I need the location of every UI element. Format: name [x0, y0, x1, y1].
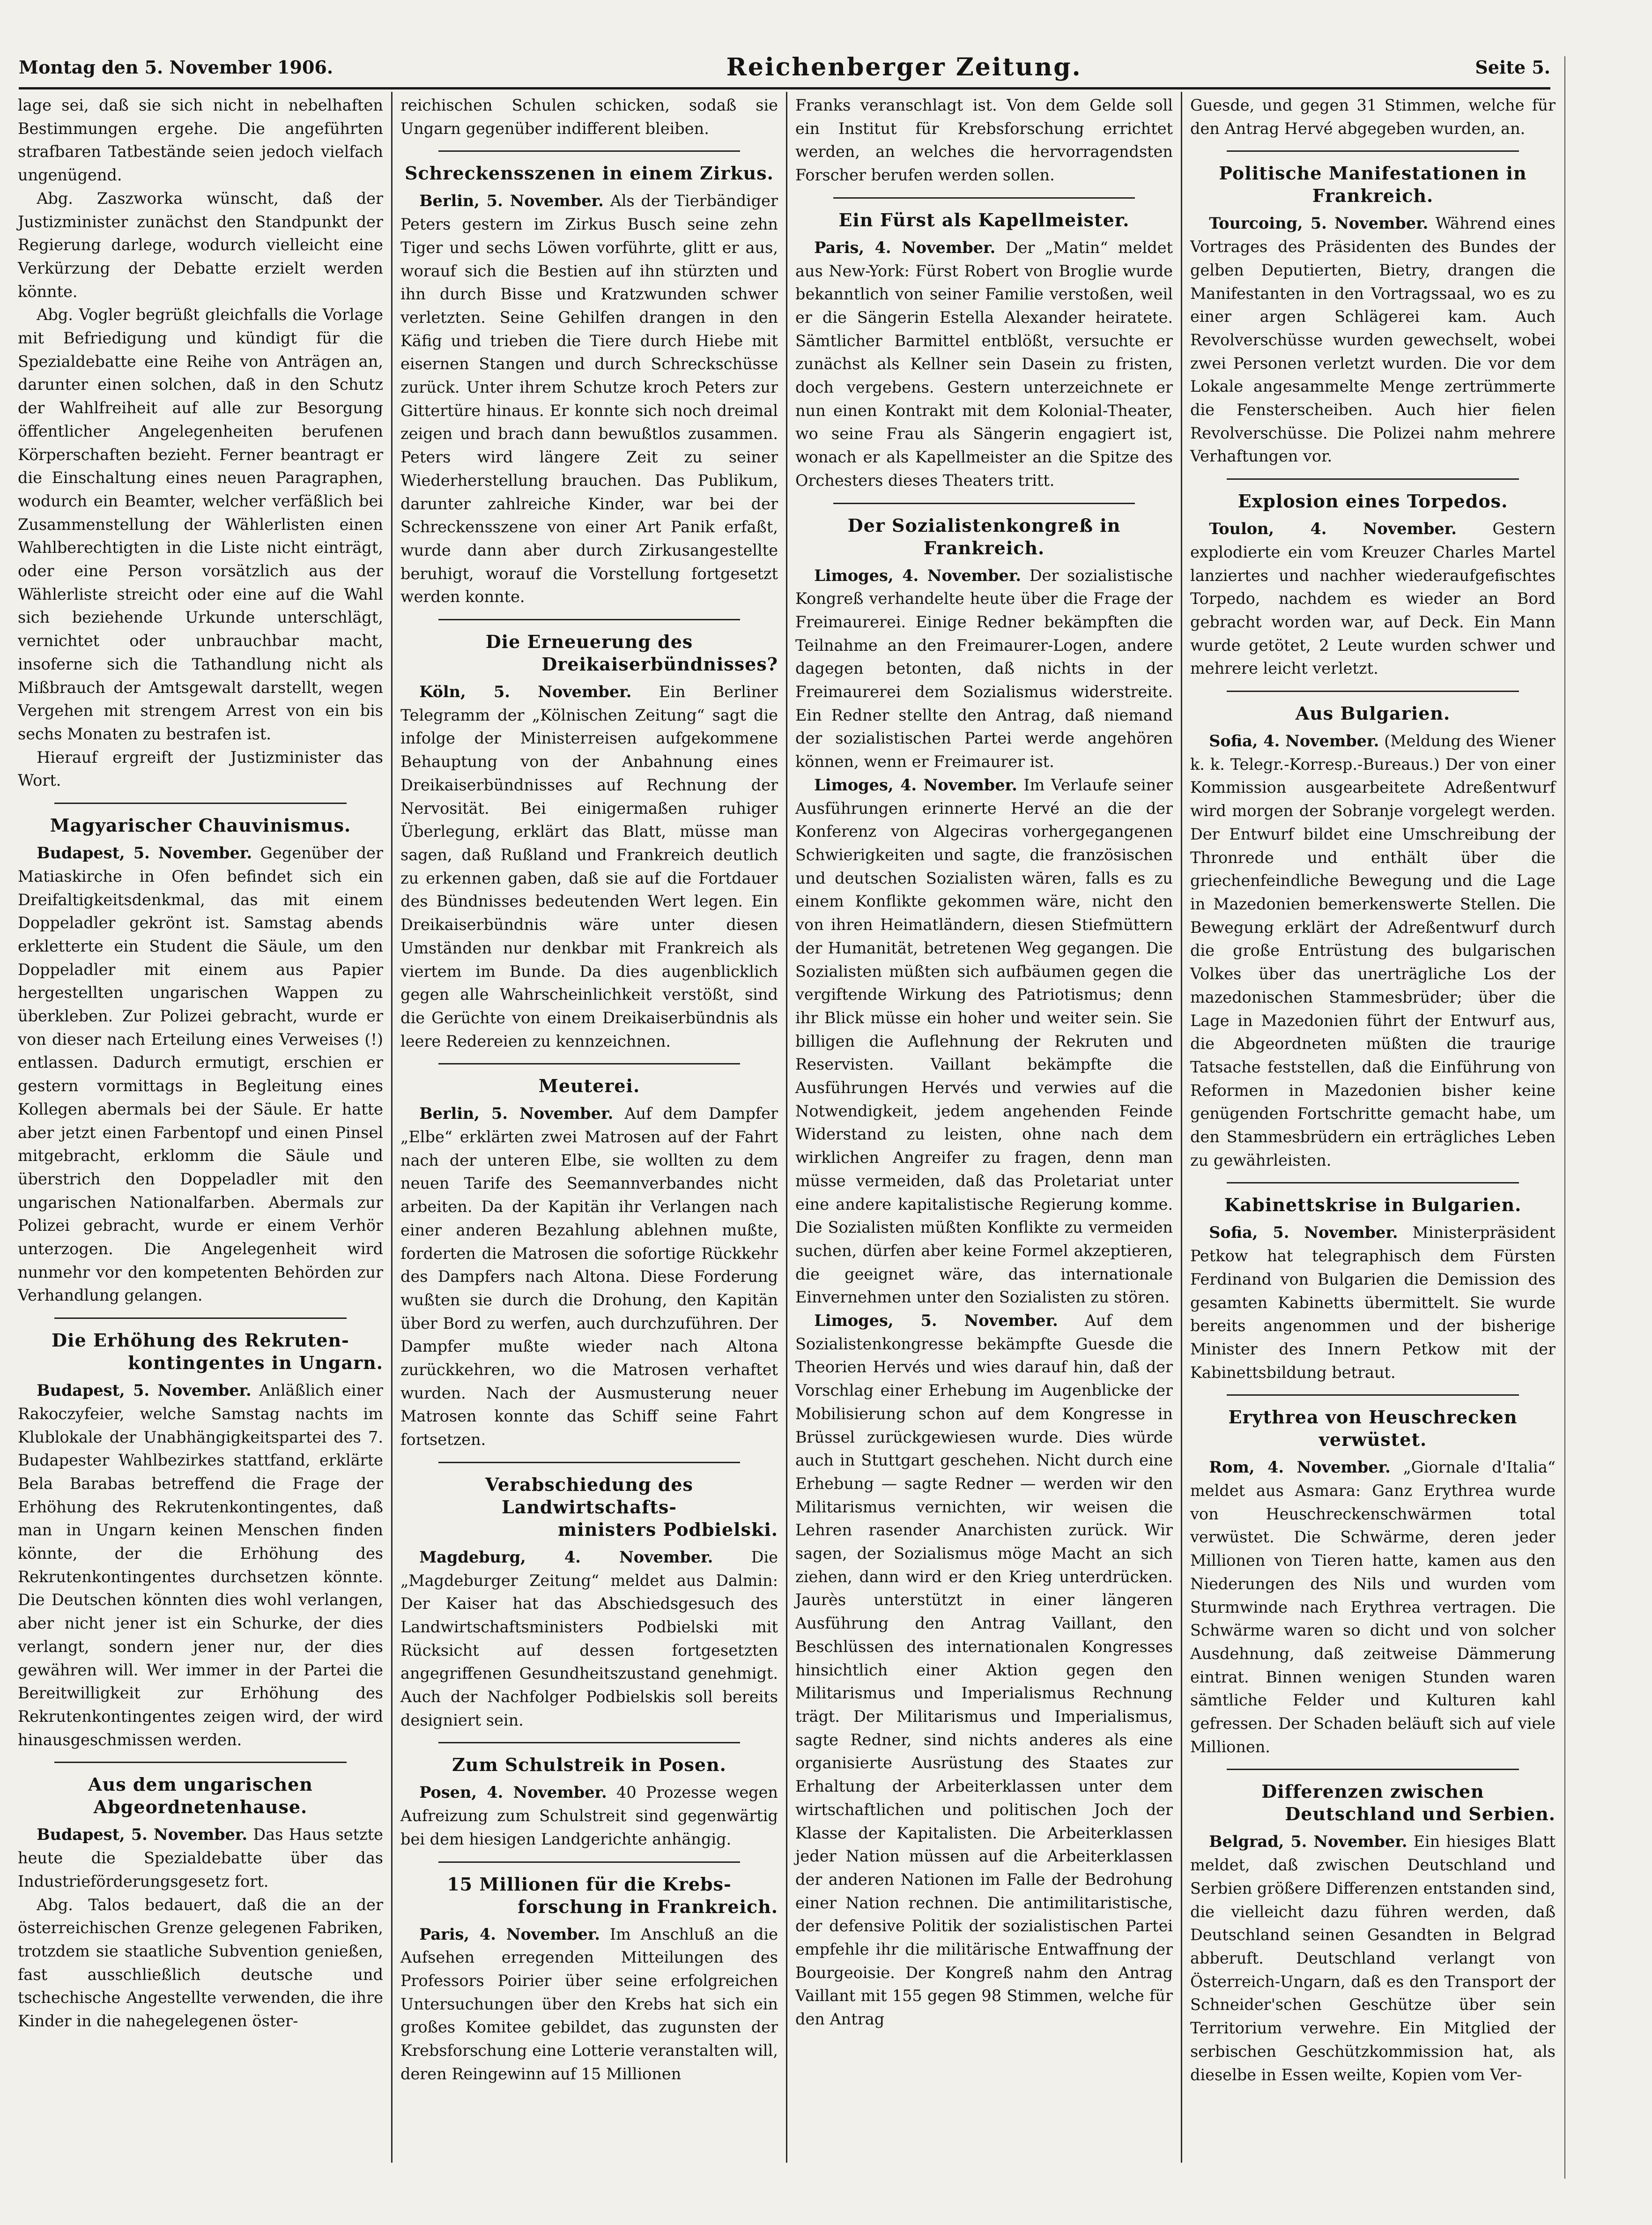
body-text: Im Anschluß an die Aufsehen erregenden Mitteilungen des Professors Poirier über seine erfolgreichen Untersuchungen über den Krebs hat sich ein großes Komitee gebildet, das zugunsten der Krebsforschung eine Lotterie veranstalten will, deren Reingewinn auf 15 Millionen	[400, 1925, 778, 2083]
body-text: Auf dem Dampfer „Elbe“ erklärten zwei Matrosen auf der Fahrt nach der unteren Elbe, sie wollten zu dem neuen Tarife des Seemannverbandes nicht arbeiten. Da der Kapitän ihr Verlangen nach einer anderen Bezahlung ablehnen mußte, forderten die Matrosen die sofortige Rückkehr des Dampfers nach Altona. Diese Forderung wußten sie durch die Drohung, den Kapitän über Bord zu werfen, auch durchzuführen. Der Dampfer mußte wieder nach Altona zurückkehren, wo die Matrosen verhaftet wurden. Nach der Ausmusterung neuer Matrosen konnte das Schiff seine Fahrt fortsetzen.	[400, 1104, 778, 1449]
article-divider	[438, 150, 741, 152]
article-divider	[1227, 1182, 1519, 1183]
headline: Schreckensszenen in einem Zirkus.	[405, 163, 774, 184]
paragraph	[400, 1923, 778, 2086]
article-divider	[438, 1063, 741, 1064]
dateline: Toulon, 4. November.	[1209, 520, 1457, 538]
paragraph	[795, 774, 1173, 1309]
dateline: Budapest, 5. November.	[37, 844, 252, 863]
paragraph: reichischen Schulen schicken, sodaß sie Ungarn gegenüber indifferent bleiben.	[400, 96, 778, 138]
headline-line-1: Die Erneuerung des	[485, 631, 693, 653]
body-text: „Giornale d'Italia“ meldet aus Asmara: Ganz Erythrea wurde von Heuschreckenschwärmen total verwüstet. Die Schwärme, deren jeder Millionen von Tieren hatte, kamen aus den Niederungen des Nils und wurden vom Sturmwinde nach Erythrea vertragen. Die Schwärme waren so dicht und von solcher Ausdehnung, daß zeitweise Dämmerung eintrat. Binnen wenigen Stunden waren sämtliche Felder und Kulturen kahl gefressen. Der Schaden beläuft sich auf viele Millionen.	[1190, 1458, 1556, 1756]
article-divider	[1227, 150, 1519, 152]
headline-line-2: Deutschland und Serbien.	[1285, 1803, 1556, 1825]
paragraph	[1190, 517, 1556, 680]
article-divider	[438, 1742, 741, 1743]
body-text: Die „Magdeburger Zeitung“ meldet aus Dalmin: Der Kaiser hat das Abschiedsgesuch des Landwirtschaftsministers Podbielski mit Rücksicht auf dessen fortgesetzten angegriffenen Gesundheitszustand genehmigt. Auch der Nachfolger Podbielskis soll bereits designiert sein.	[400, 1548, 778, 1729]
dateline: Magdeburg, 4. November.	[419, 1548, 713, 1566]
body-text: Gegenüber der Matiaskirche in Ofen befindet sich ein Dreifaltigkeitsdenkmal, das mit einem Doppeladler gekrönt ist. Samstag abends erkletterte ein Student die Säule, um den Doppeladler mit einem aus Papier hergestellten ungarischen Wappen zu überkleben. Zur Polizei gebracht, wurde er von dieser nach Erteilung eines Verweises (!) entlassen. Dadurch ermutigt, erschien er gestern vormittags in Begleitung eines Kollegen abermals bei der Säule. Er hatte aber jetzt einen Farbentopf und einen Pinsel mitgebracht, erklomm die Säule und überstrich den Doppeladler mit den ungarischen Nationalfarben. Abermals zur Polizei gebracht, wurde er einem Verhör unterzogen. Die Angelegenheit wird nunmehr vor den kompetenten Behörden zur Verhandlung gelangen.	[18, 844, 383, 1305]
headline-line-2: Dreikaiserbündnisses?	[541, 654, 778, 675]
dateline: Paris, 4. November.	[419, 1925, 600, 1943]
paragraph: Abg. Talos bedauert, daß die an der österreichischen Grenze gelegenen Fabriken, trotzdem sie staatliche Subvention genießen, fast ausschließlich deutsche und tschechische Angestellte verwenden, die ihre Kinder in die nahegelegenen öster-	[18, 1895, 383, 2031]
headline	[1190, 1780, 1556, 1825]
dateline: Budapest, 5. November.	[37, 1381, 252, 1400]
article-divider	[438, 1861, 741, 1863]
article-divider	[1227, 691, 1519, 692]
article-divider	[833, 503, 1135, 504]
issue-date: Montag den 5. November 1906.	[19, 56, 333, 78]
body-text: Als der Tierbändiger Peters gestern im Zirkus Busch seine zehn Tiger und sechs Löwen vorführte, glitt er aus, worauf sich die Bestien auf ihn stürzten und ihn durch Bisse und Kratzwunden schwer verletzten. Seine Gehilfen drangen in den Käfig und trieben die Tiere durch Hiebe mit eisernen Stangen und durch Schreckschüsse zurück. Unter ihrem Schutze kroch Peters zur Gittertüre hinaus. Er konnte sich noch dreimal zeigen und brach dann bewußtlos zusammen. Peters wird längere Zeit zu seiner Wiederherstellung brauchen. Das Publikum, darunter zahlreiche Kinder, war bei der Schreckensszene von einer Art Panik erfaßt, wurde dann aber durch Zirkusangestellte beruhigt, worauf die Vorstellung fortgesetzt werden konnte.	[400, 192, 778, 606]
dateline: Limoges, 5. November.	[814, 1311, 1058, 1330]
headline: Magyarischer Chauvinismus.	[50, 815, 351, 836]
headline	[18, 1329, 383, 1374]
paragraph	[18, 1379, 383, 1751]
dateline: Berlin, 5. November.	[419, 192, 604, 210]
column-rule	[1181, 92, 1182, 2163]
paragraph	[1190, 1456, 1556, 1758]
paragraph	[1190, 212, 1556, 468]
column-2	[396, 94, 783, 2165]
dateline: Rom, 4. November.	[1209, 1458, 1391, 1477]
body-text: Während eines Vortrages des Präsidenten des Bundes der gelben Deputierten, Bietry, drangen die Manifestanten in den Vortragssaal, wo es zu einer argen Schlägerei kam. Auch Revolverschüsse wurden gewechselt, wobei zwei Personen verletzt wurden. Die vor dem Lokale angesammelte Menge zertrümmerte die Fensterscheiben. Auch hier fielen Revolverschüsse. Die Polizei nahm mehrere Verhaftungen vor.	[1190, 214, 1556, 466]
headline-line-1: 15 Millionen für die Krebs-	[447, 1873, 732, 1895]
paragraph	[400, 680, 778, 1053]
headline-line-2: kontingentes in Ungarn.	[128, 1352, 383, 1374]
dateline: Berlin, 5. November.	[419, 1104, 614, 1123]
body-text: Auf dem Sozialistenkongresse bekämpfte Guesde die Theorien Hervés und wies darauf hin, daß der Vorschlag einer Erhebung im Augenblicke der Mobilisierung schon auf dem Kongresse in Brüssel zurückgewiesen wurde. Dies würde auch in Stuttgart geschehen. Nicht durch eine Erhebung — sagte Redner — werden wir den Militarismus vernichten, wir weisen die Lehren rasender Anarchisten zurück. Wir sagen, der Sozialismus möge Macht an sich ziehen, dann wird er den Krieg unterdrücken. Jaurès unterstützt in einer längeren Ausführung den Antrag Vaillant, den Beschlüssen des internationalen Kongresses hinsichtlich einer Aktion gegen den Militarismus und Imperialismus Rechnung trägt. Der Militarismus und Imperialismus, sagte Redner, sind nichts anderes als eine organisierte Ausrüstung des Staates zur Erhaltung der Arbeiterklassen unter dem wirtschaftlichen und politischen Joch der Klasse der Kapitalisten. Die Arbeiterklassen jeder Nation müssen auf die Arbeiterklassen der anderen Nationen im Falle der Bedrohung einer Nation rechnen. Die antimilitaristische, der defensive Politik der sozialistischen Partei empfehle ihr die militärische Entwaffnung der Bourgeoisie. Der Kongreß nahm den Antrag Vaillant mit 155 gegen 98 Stimmen, welche für den Antrag	[795, 1311, 1173, 2029]
dateline: Limoges, 4. November.	[814, 775, 1017, 794]
page-edge-rule	[1564, 56, 1565, 2179]
paragraph: Hierauf ergreift der Justizminister das Wort.	[18, 748, 383, 790]
headline: Erythrea von Heuschrecken verwüstet.	[1228, 1406, 1518, 1451]
paragraph	[18, 1823, 383, 1893]
headline: Kabinettskrise in Bulgarien.	[1224, 1194, 1522, 1216]
dateline: Sofia, 4. November.	[1209, 732, 1379, 751]
paragraph	[400, 189, 778, 609]
body-text: Gestern explodierte ein vom Kreuzer Charles Martel lanziertes und nachher wiederaufgefischtes Torpedo, nachdem es wieder an Bord gebracht worden war, auf Deck. Ein Mann wurde getötet, 2 Leute wurden schwer und mehrere leicht verletzt.	[1190, 520, 1556, 678]
body-text: 40 Prozesse wegen Aufreizung zum Schulstreit sind gegenwärtig bei dem hiesigen Landgerichte anhängig.	[400, 1783, 778, 1848]
article-divider	[833, 197, 1135, 199]
article-divider	[438, 1462, 741, 1463]
paragraph	[1190, 1221, 1556, 1384]
body-text: Der „Matin“ meldet aus New-York: Fürst Robert von Broglie wurde bekanntlich von seiner Familie verstoßen, weil er die Sängerin Estella Alexander heiratete. Sämtlicher Barmittel entblößt, versuchte er zunächst als Kellner sein Dasein zu fristen, doch vergebens. Gestern unterzeichnete er nun einen Kontrakt mit dem Kolonial-Theater, wo seine Frau als Sängerin engagiert ist, wonach er als Kapellmeister an die Spitze des Orchesters dieses Theaters tritt.	[795, 238, 1173, 490]
dateline: Tourcoing, 5. November.	[1209, 214, 1429, 233]
article-divider	[1227, 1769, 1519, 1770]
headline: Zum Schulstreik in Posen.	[452, 1754, 726, 1776]
article-divider	[1227, 478, 1519, 480]
newspaper-title: Reichenberger Zeitung.	[726, 52, 1082, 82]
headline-line-1: Differenzen zwischen	[1261, 1781, 1484, 1802]
article-divider	[1227, 1394, 1519, 1396]
column-1	[13, 94, 388, 2165]
headline-line-1: Die Erhöhung des Rekruten-	[52, 1330, 349, 1351]
headline	[400, 1873, 778, 1918]
body-text: Der sozialistische Kongreß verhandelte heute über die Frage der Freimaurerei. Einige Redner bekämpften die Teilnahme an den Freimaurer-Logen, andere dagegen betonten, daß nichts in der Freimaurerei dem Sozialismus widerstreite. Ein Redner stellte den Antrag, daß niemand der sozialistischen Partei werde angehören können, wenn er Freimaurer ist.	[795, 566, 1173, 771]
masthead	[19, 51, 1550, 83]
headline-line-2: forschung in Frankreich.	[518, 1896, 778, 1917]
paragraph: Abg. Zaszworka wünscht, daß der Justizminister zunächst den Standpunkt der Regierung darlege, wodurch vielleicht eine Verkürzung der Debatte erzielt werden könnte.	[18, 189, 383, 301]
paragraph: lage sei, daß sie sich nicht in nebelhaften Bestimmungen ergehe. Die angeführten strafbaren Tatbestände seien jedoch vielfach ungenügend.	[18, 96, 383, 185]
article-divider	[438, 619, 741, 620]
headline: Meuterei.	[538, 1075, 640, 1097]
article-divider	[54, 803, 347, 804]
headline	[400, 631, 778, 676]
body-text: Ministerpräsident Petkow hat telegraphisch dem Fürsten Ferdinand von Bulgarien die Demission des gesamten Kabinetts übermittelt. Sie wurde bereits angenommen und der bisherige Minister des Innern Petkow mit der Kabinettsbildung betraut.	[1190, 1223, 1556, 1382]
dateline: Belgrad, 5. November.	[1209, 1832, 1408, 1851]
paragraph	[400, 1781, 778, 1851]
headline: Der Sozialistenkongreß in Frankreich.	[847, 514, 1121, 558]
column-rule	[391, 92, 393, 2163]
article-divider	[54, 1762, 347, 1763]
paragraph	[18, 841, 383, 1307]
column-4	[1185, 94, 1560, 2165]
dateline: Paris, 4. November.	[814, 238, 996, 257]
body-text: Im Verlaufe seiner Ausführungen erinnerte Hervé an die der Konferenz von Algeciras vorhergegangenen Schwierigkeiten und sagte, die französischen und deutschen Sozialisten wären, falls es zu einem Konflikte gekommen wäre, nicht den von ihren Heimatländern, diesen Stiefmüttern der Humanität, betretenen Weg gegangen. Die Sozialisten müßten sich aufbäumen gegen die vergiftende Wirkung des Patriotismus; denn ihr Blick müsse ein hoher und weiter sein. Sie billigen die Auflehnung der Rekruten und Reservisten. Vaillant bekämpfte die Ausführungen Hervés und verwies auf die Notwendigkeit, jedem angehenden Feinde Widerstand zu leisten, ohne nach dem wirklichen Angreifer zu fragen, denn man müsse vermeiden, daß das Proletariat unter eine andere kapitalistische Regierung komme. Die Sozialisten müßten Konflikte zu vermeiden suchen, dürfen aber keine Formel akzeptieren, die geeignet wäre, das internationale Einvernehmen unter den Sozialisten zu stören.	[795, 775, 1173, 1307]
paragraph: Guesde, und gegen 31 Stimmen, welche für den Antrag Hervé abgegeben wurden, an.	[1190, 96, 1556, 138]
article-divider	[54, 1317, 347, 1319]
paragraph: Abg. Vogler begrüßt gleichfalls die Vorlage mit Befriedigung und kündigt für die Spezialdebatte eine Reihe von Anträgen an, darunter einen solchen, daß in den Schutz der Wahlfreiheit auf alle zur Besorgung öffentlicher Angelegenheiten berufenen Körperschaften bezieht. Ferner beantragt er die Einschaltung eines neuen Paragraphen, wodurch ein Beamter, welcher verfäßlich bei Zusammenstellung der Wählerlisten einen Wahlberechtigten in die Liste nicht einträgt, oder eine Person vorsätzlich aus der Wählerliste streicht oder eine auf die Wahl sich beziehende Urkunde unterschlägt, vernichtet oder unbrauchbar macht, insoferne sich die Tathandlung nicht als Mißbrauch der Amtsgewalt darstellt, wegen Vergehen mit strengem Arrest von ein bis sechs Monaten zu bestrafen ist.	[18, 305, 383, 743]
dateline: Köln, 5. November.	[419, 683, 632, 701]
headline	[400, 1473, 778, 1541]
body-text: Ein Berliner Telegramm der „Kölnischen Zeitung“ sagt die infolge der Ministerreisen aufgekommene Behauptung von der Anbahnung eines Dreikaiserbündnisses auf Rechnung der Nervosität. Bei einigermaßen ruhiger Überlegung, erklärt das Blatt, müsse man sagen, daß Rußland und Frankreich deutlich zu erkennen gaben, daß sie auf die Fortdauer des Bündnisses bedeutenden Wert legen. Ein Dreikaiserbündnis wäre unter diesen Umständen nur denkbar mit Frankreich als viertem im Bunde. Da dies augenblicklich gegen alle Wahrscheinlichkeit verstößt, sind die Gerüchte von einem Dreikaiserbündnis als leere Redereien zu kennzeichnen.	[400, 683, 778, 1050]
paragraph	[1190, 1830, 1556, 2086]
headline-line-2: ministers Podbielski.	[558, 1518, 778, 1540]
headline: Aus Bulgarien.	[1295, 703, 1451, 724]
dateline: Budapest, 5. November.	[37, 1825, 248, 1844]
body-text: Anläßlich einer Rakoczyfeier, welche Samstag nachts im Klublokale der Unabhängigkeitspartei des 7. Budapester Wahlbezirkes stattfand, erklärte Bela Barabas betreffend die Frage der Erhöhung des Rekrutenkontingentes, daß man in Ungarn keinen Menschen finden könnte, der die Erhöhung des Rekrutenkontingentes durchsetzen könnte. Die Deutschen könnten dies wohl verlangen, aber nicht jener ist ein Schurke, der dies verlangt, sondern jener nur, der dies gewähren will. Wer immer in der Partei die Bereitwilligkeit zur Erhöhung des Rekrutenkontingentes zeigen wird, der wird hinausgeschmissen werden.	[18, 1381, 384, 1749]
paragraph	[400, 1546, 778, 1732]
headline: Ein Fürst als Kapellmeister.	[838, 209, 1130, 231]
headline: Explosion eines Torpedos.	[1237, 491, 1508, 512]
header-rule	[19, 87, 1550, 89]
headline: Politische Manifestationen in Frankreich.	[1219, 163, 1527, 207]
headline: Aus dem ungarischen Abgeordnetenhause.	[88, 1774, 313, 1818]
dateline: Limoges, 4. November.	[814, 566, 1022, 585]
paragraph	[795, 1309, 1173, 2031]
dateline: Sofia, 5. November.	[1209, 1223, 1398, 1242]
paragraph	[795, 236, 1173, 492]
column-rule	[786, 92, 787, 2163]
body-text: Das Haus setzte heute die Spezialdebatte über das Industrieförderungsgesetz fort.	[18, 1825, 383, 1890]
dateline: Posen, 4. November.	[419, 1783, 607, 1802]
page-number: Seite 5.	[1475, 56, 1550, 78]
paragraph	[1190, 729, 1556, 1172]
body-text: (Meldung des Wiener k. k. Telegr.-Korresp.-Bureaus.) Der von einer Kommission ausgearbeitete Adreßentwurf wird morgen der Sobranje vorgelegt werden. Der Entwurf bildet eine Umschreibung der Thronrede und enthält über die griechenfeindliche Bewegung und die Lage in Mazedonien bemerkenswerte Stellen. Die Bewegung erklärt der Adreßentwurf durch die große Entrüstung des bulgarischen Volkes über das unerträgliche Los der mazedonischen Stammesbrüder; über die Lage in Mazedonien führt der Entwurf aus, die Abgeordneten müßten die traurige Tatsache feststellen, daß die Einführung von Reformen in Mazedonien bisher keine genügenden Fortschritte gemacht habe, um den Stammesbrüdern ein erträgliches Leben zu gewährleisten.	[1190, 732, 1556, 1169]
paragraph	[795, 564, 1173, 774]
body-text: Ein hiesiges Blatt meldet, daß zwischen Deutschland und Serbien größere Differenzen entstanden sind, die vielleicht dazu führen werden, daß Deutschland seinen Gesandten in Belgrad abberuft. Deutschland verlangt von Österreich-Ungarn, daß es den Transport der Schneider'schen Geschütze über sein Territorium verwehre. Ein Mitglied der serbischen Geschützkommission hat, als dieselbe in Essen weilte, Kopien vom Ver-	[1190, 1832, 1556, 2084]
headline-line-1: Verabschiedung des Landwirtschafts-	[485, 1473, 693, 1518]
paragraph	[400, 1102, 778, 1451]
column-3	[791, 94, 1178, 2165]
paragraph: Franks veranschlagt ist. Von dem Gelde soll ein Institut für Krebsforschung errichtet werden, an welches die hervorragendsten Forscher berufen werden sollen.	[795, 96, 1173, 185]
